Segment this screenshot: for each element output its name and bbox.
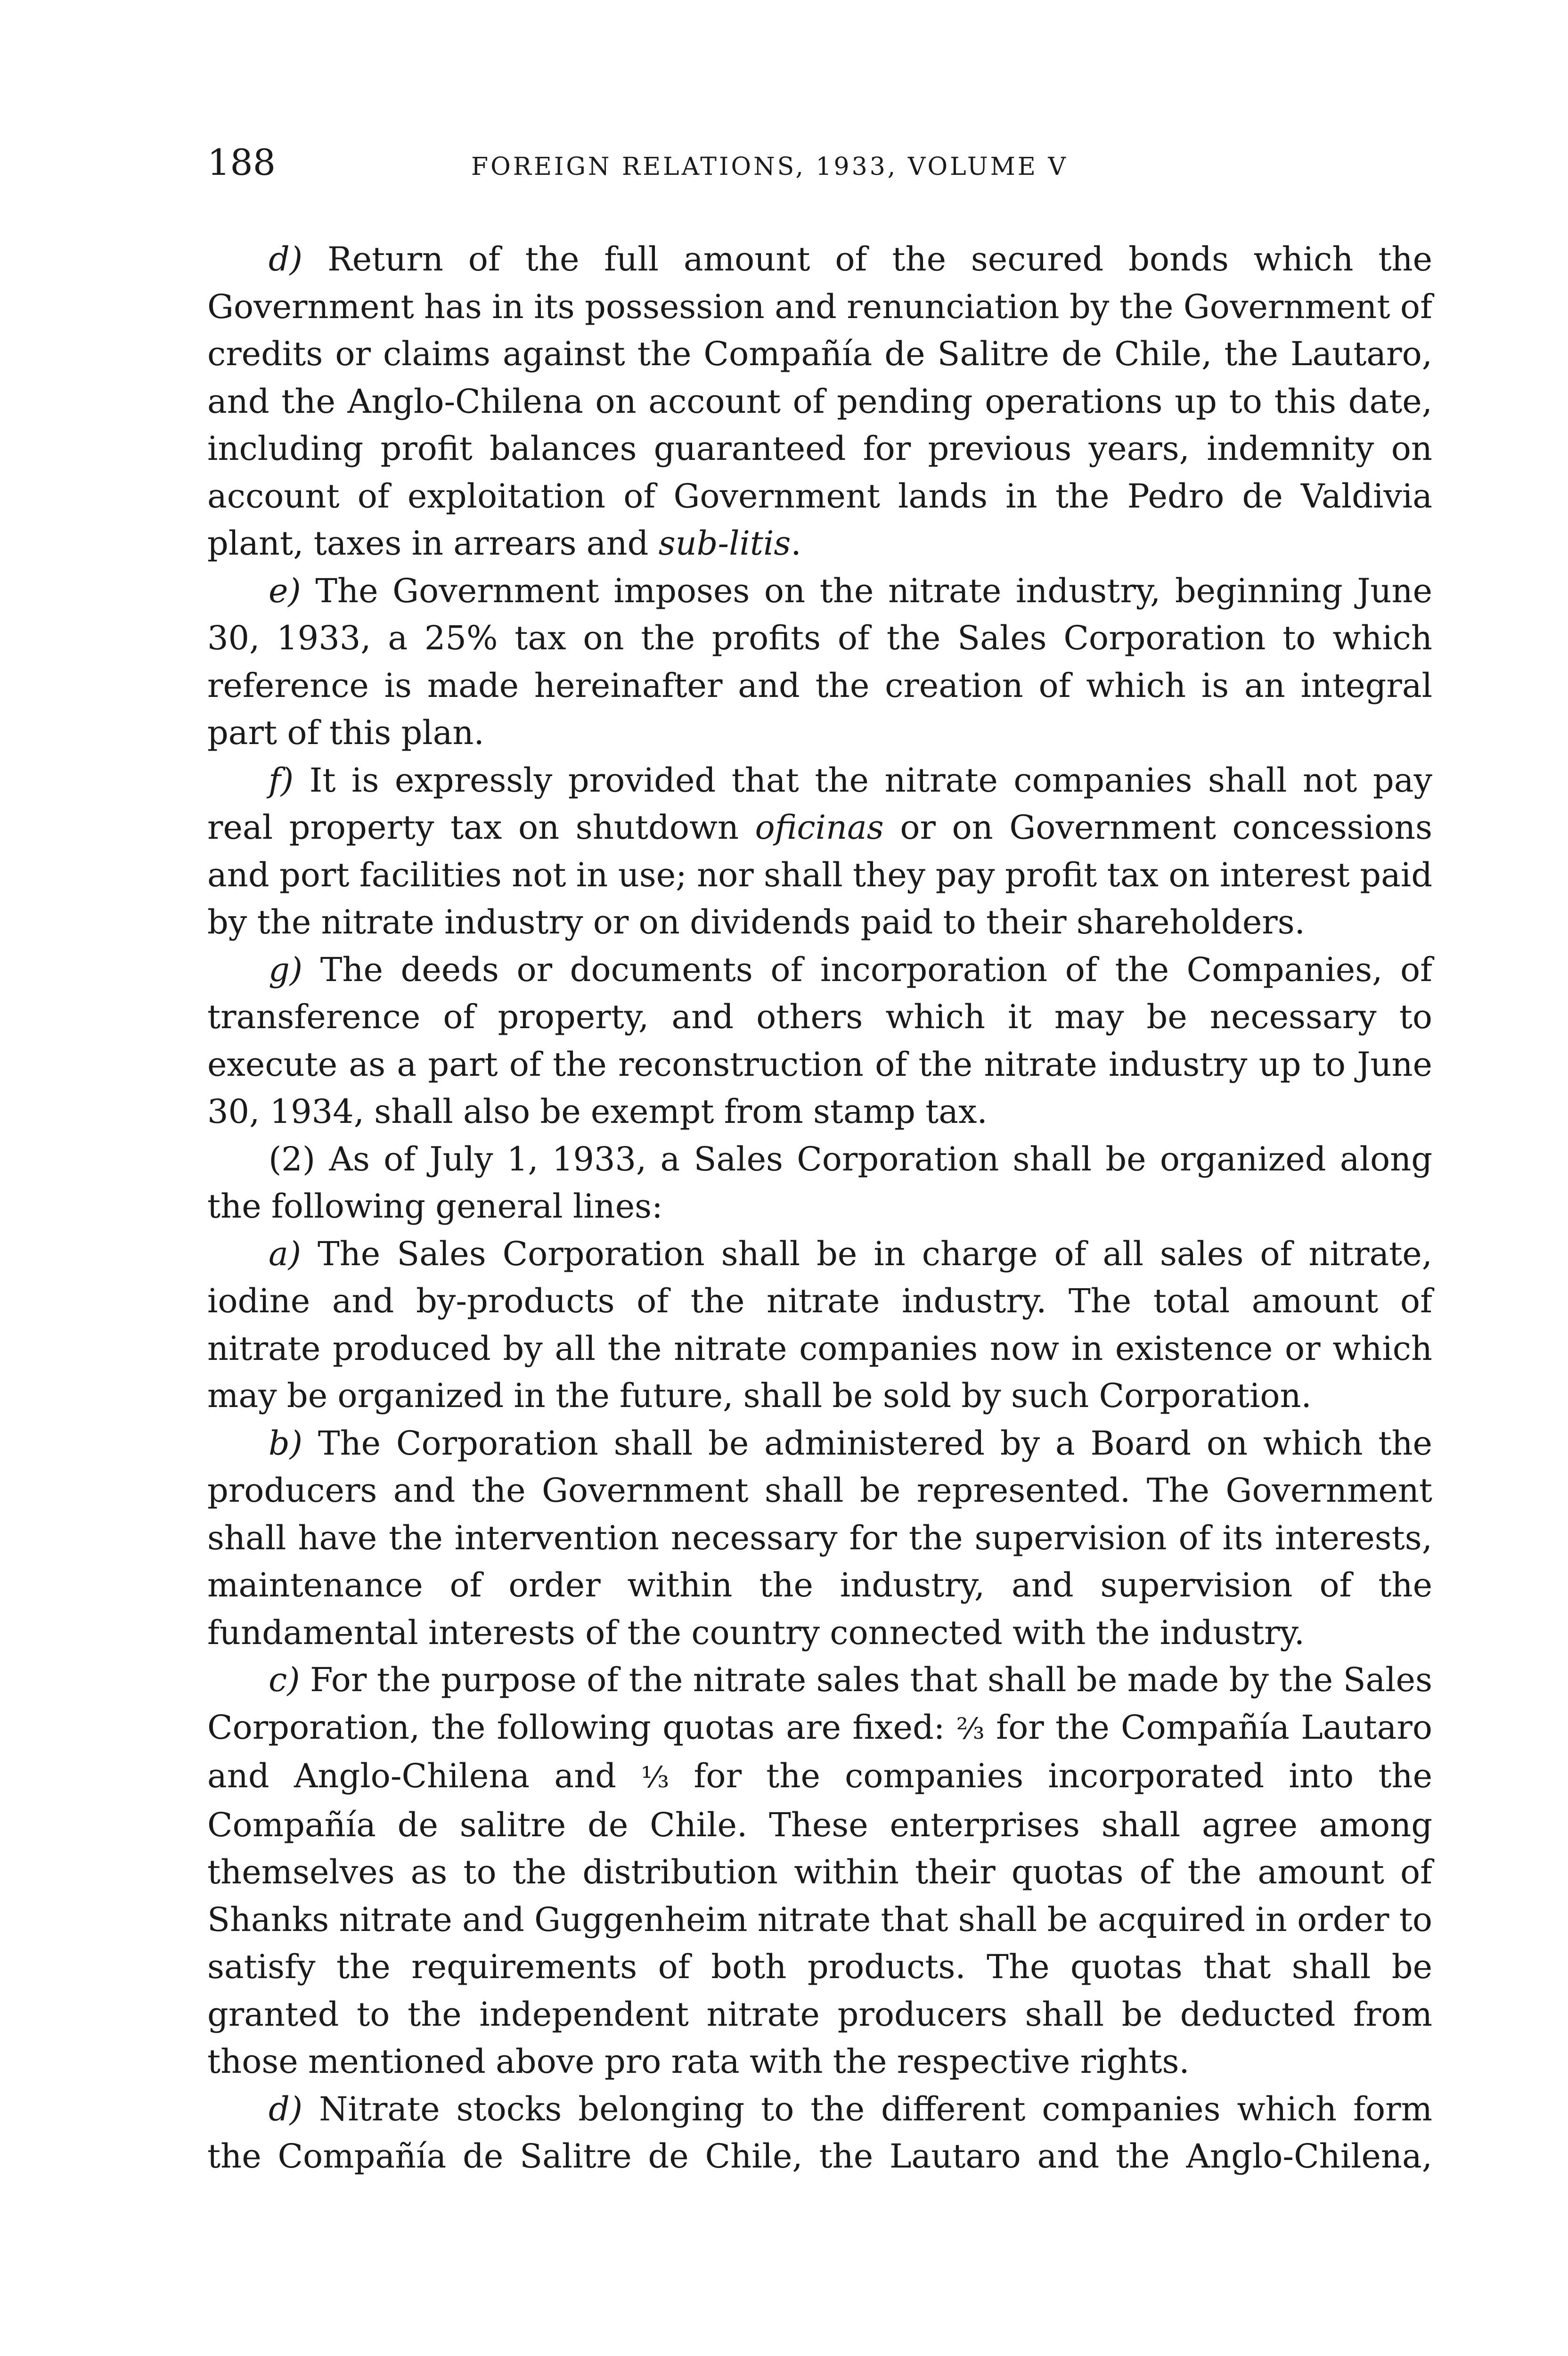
paragraph-text: The Government imposes on the nitrate industry, beginning June 30, 1933, a 25% tax on the profits of the Sales Corporation to which reference is made hereinafter and the creation of which is an integral part of this plan.	[207, 571, 1432, 752]
paragraph-text: (2) As of July 1, 1933, a Sales Corporation shall be organized along the following general lines:	[207, 1139, 1432, 1226]
paragraph-text-continued: for the Compañía Lautaro and Anglo-Chilena and	[207, 1708, 1432, 1795]
paragraph-text: For the purpose of the nitrate sales that shall be made by the Sales Corporation, the following quotas are fixed:	[207, 1661, 1432, 1747]
paragraph-b-board	[207, 1420, 1432, 1657]
paragraph-label: g)	[269, 950, 303, 989]
fraction-one-third: ⅓	[641, 1760, 670, 1794]
running-head	[207, 141, 1432, 193]
paragraph-label: d)	[269, 2089, 303, 2128]
paragraph-label: d)	[269, 240, 303, 278]
document-page	[207, 141, 1432, 2180]
fraction-two-thirds: ⅔	[956, 1711, 985, 1746]
document-body	[207, 236, 1432, 2180]
page-number: 188	[207, 141, 276, 183]
paragraph-e-tax	[207, 567, 1432, 757]
paragraph-2-sales-corporation	[207, 1136, 1432, 1230]
paragraph-text: Nitrate stocks belonging to the different companies which form the Compañía de Salitre de Chile, the Lautaro and the Anglo-Chilena,	[207, 2089, 1432, 2176]
paragraph-text: The deeds or documents of incorporation of the Companies, of transference of property, and others which it may be necessary to execute as a part of the reconstruction of the nitrate industry up to June 30, 1934, shall also be exempt from stamp tax.	[207, 950, 1432, 1131]
paragraph-f-exemptions	[207, 757, 1432, 946]
paragraph-text-continued: or on Government concessions and port facilities not in use; nor shall they pay profit tax on interest paid by the nitrate industry or on dividends paid to their shareholders.	[207, 808, 1432, 941]
paragraph-d-bonds	[207, 236, 1432, 567]
paragraph-tail: .	[791, 524, 801, 563]
paragraph-c-quotas	[207, 1656, 1432, 2086]
paragraph-text: The Sales Corporation shall be in charge of all sales of nitrate, iodine and by-products of the nitrate industry. The total amount of nitrate produced by all the nitrate companies now in existence or which may be organized in the future, shall be sold by such Corporation.	[207, 1234, 1432, 1415]
paragraph-text: The Corporation shall be administered by a Board on which the producers and the Government shall be represented. The Government shall have the intervention necessary for the supervision of its interests, maintenance of order within the industry, and supervision of the fundamental interests of the country connected with the industry.	[207, 1423, 1432, 1652]
paragraph-text-continued: for the companies incorporated into the Compañía de salitre de Chile. These enterprises shall agree among themselves as to the distribution within their quotas of the amount of Shanks nitrate and Guggenheim nitrate that shall be acquired in order to satisfy the requirements of both products. The quotas that shall be granted to the independent nitrate producers shall be deducted from those mentioned above pro rata with the respective rights.	[207, 1757, 1433, 2081]
paragraph-label: c)	[269, 1661, 300, 1699]
paragraph-text: It is expressly provided that the nitrate companies shall not pay real property tax on shutdown	[207, 761, 1432, 847]
paragraph-d-stocks	[207, 2086, 1432, 2180]
paragraph-a-sales	[207, 1230, 1432, 1420]
paragraph-label: b)	[269, 1423, 303, 1463]
paragraph-g-stamp-tax	[207, 946, 1432, 1136]
paragraph-text: Return of the full amount of the secured bonds which the Government has in its possession and renunciation by the Government of credits or claims against the Compañía de Salitre de Chile, the Lautaro, and the Anglo-Chilena on account of pending operations up to this date, including profit balances guaranteed for previous years, indemnity on account of exploitation of Government lands in the Pedro de Valdivia plant, taxes in arrears and	[207, 240, 1432, 563]
paragraph-italic-term: sub-litis	[658, 524, 791, 563]
paragraph-label: a)	[269, 1234, 302, 1273]
paragraph-label: f)	[269, 761, 294, 800]
running-title: FOREIGN RELATIONS, 1933, VOLUME V	[471, 153, 1068, 181]
paragraph-label: e)	[269, 571, 301, 610]
paragraph-italic-term: oficinas	[755, 808, 884, 847]
